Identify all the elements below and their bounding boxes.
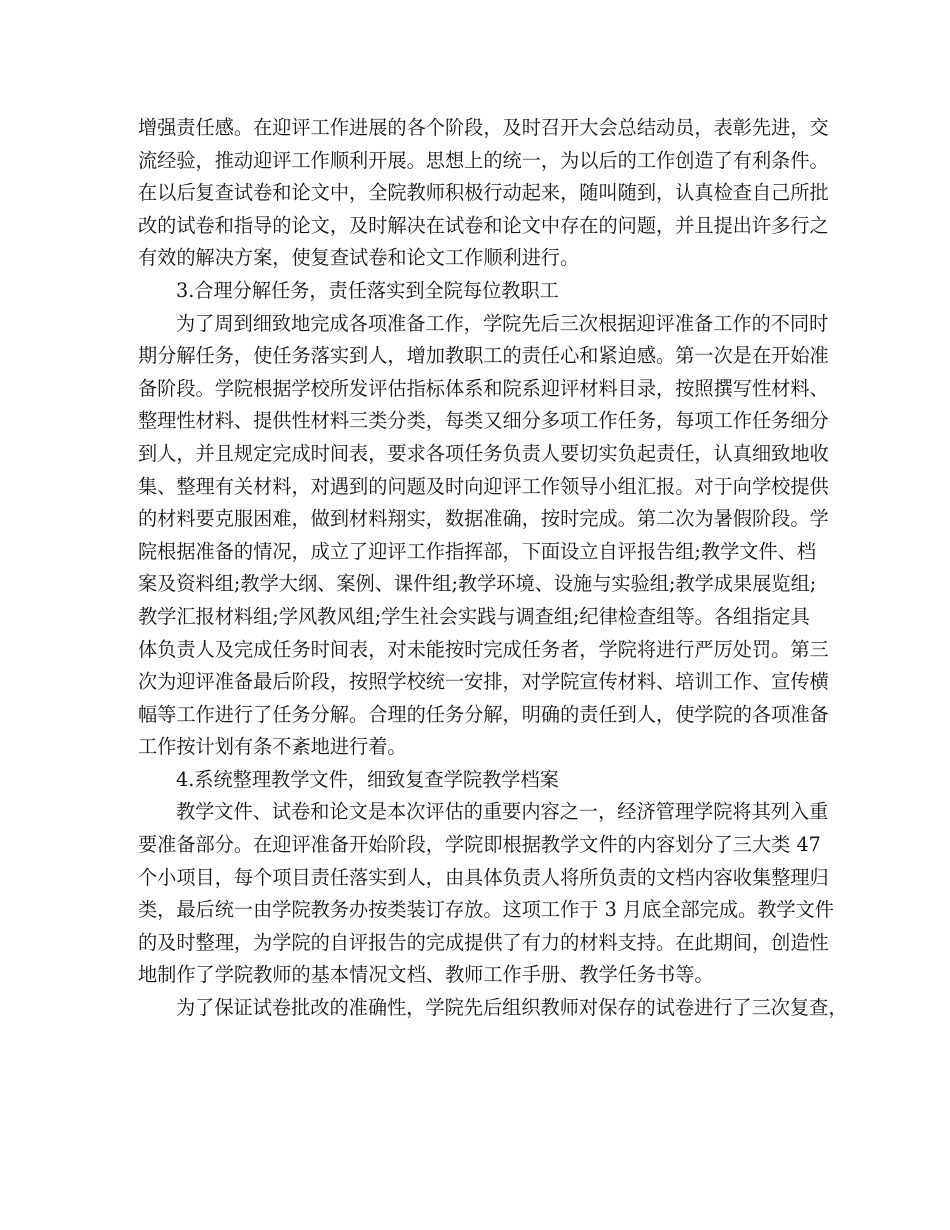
text-line: 为了保证试卷批改的准确性，学院先后组织教师对保存的试卷进行了三次复查， [176, 996, 848, 1020]
text-line: 3.合理分解任务，责任落实到全院每位教职工 [176, 278, 559, 302]
text-line: 增强责任感。在迎评工作进展的各个阶段，及时召开大会总结动员，表彰先进，交 [138, 116, 829, 139]
text-line: 工作按计划有条不紊地进行着。 [138, 735, 407, 759]
text-line: 到人，并且规定完成时间表，要求各项任务负责人要切实负起责任，认真细致地收 [138, 441, 829, 465]
text-line: 的材料要克服困难，做到材料翔实，数据准确，按时完成。第二次为暑假阶段。学 [138, 507, 829, 531]
text-line: 个小项目，每个项目责任落实到人，由具体负责人将所负责的文档内容收集整理归 [138, 865, 829, 889]
text-line: 在以后复查试卷和论文中，全院教师积极行动起来，随叫随到，认真检查自己所批 [138, 181, 829, 205]
text-line: 集、整理有关材料，对遇到的问题及时向迎评工作领导小组汇报。对于向学校提供 [138, 474, 829, 498]
text-line: 的及时整理，为学院的自评报告的完成提供了有力的材料支持。在此期间，创造性 [138, 930, 829, 954]
text-line: 备阶段。学院根据学校所发评估指标体系和院系迎评材料目录，按照撰写性材料、 [138, 376, 829, 400]
text-line: 类，最后统一由学院教务办按类装订存放。这项工作于 3 月底全部完成。教学文件 [138, 898, 834, 922]
text-line: 流经验，推动迎评工作顺利开展。思想上的统一，为以后的工作创造了有利条件。 [138, 148, 829, 172]
text-line: 案及资料组;教学大纲、案例、课件组;教学环境、设施与实验组;教学成果展览组; [138, 572, 817, 596]
text-line: 地制作了学院教师的基本情况文档、教师工作手册、教学任务书等。 [138, 963, 714, 987]
text-line: 次为迎评准备最后阶段，按照学校统一安排，对学院宣传材料、培训工作、宣传横 [138, 670, 829, 694]
document-body [138, 112, 848, 1025]
text-line: 教学汇报材料组;学风教风组;学生社会实践与调查组;纪律检查组等。各组指定具 [138, 604, 810, 628]
text-line: 有效的解决方案，使复查试卷和论文工作顺利进行。 [138, 246, 580, 270]
text-line: 4.系统整理教学文件，细致复查学院教学档案 [176, 767, 559, 791]
text-line: 整理性材料、提供性材料三类分类，每类又细分多项工作任务，每项工作任务细分 [138, 409, 829, 433]
text-line: 改的试卷和指导的论文，及时解决在试卷和论文中存在的问题，并且提出许多行之 [138, 213, 829, 237]
text-line: 幅等工作进行了任务分解。合理的任务分解，明确的责任到人，使学院的各项准备 [138, 702, 829, 726]
text-line: 期分解任务，使任务落实到人，增加教职工的责任心和紧迫感。第一次是在开始准 [138, 344, 829, 368]
text-line: 体负责人及完成任务时间表，对未能按时完成任务者，学院将进行严厉处罚。第三 [138, 637, 829, 661]
text-line: 为了周到细致地完成各项准备工作，学院先后三次根据迎评准备工作的不同时 [176, 311, 829, 335]
text-line: 院根据准备的情况，成立了迎评工作指挥部，下面设立自评报告组;教学文件、档 [138, 539, 817, 563]
text-line: 要准备部分。在迎评准备开始阶段，学院即根据教学文件的内容划分了三大类 47 [138, 833, 821, 857]
text-line: 教学文件、试卷和论文是本次评估的重要内容之一，经济管理学院将其列入重 [176, 800, 829, 824]
